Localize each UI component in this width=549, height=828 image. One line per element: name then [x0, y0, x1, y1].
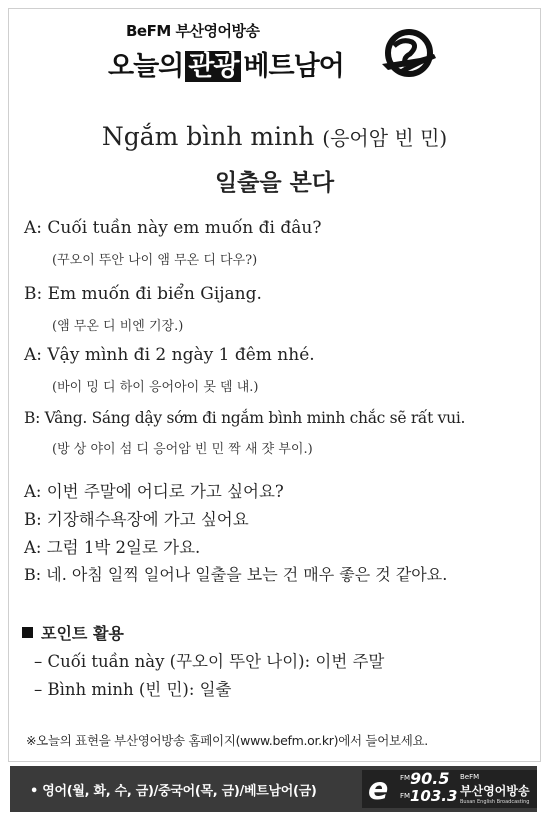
translation-line: B: 네. 아침 일찍 일어나 일출을 보는 건 매우 좋은 것 같아요.	[24, 565, 448, 584]
point-item: – Cuối tuần này (꾸오이 뚜안 나이): 이번 주말	[34, 652, 385, 671]
dialogue-pronunciation: (꾸오이 뚜안 나이 앰 무온 디 다우?)	[52, 253, 258, 268]
dialogue-pronunciation: (바이 밍 디 하이 응어아이 못 뎀 냬.)	[52, 380, 259, 395]
website-notice: ※오늘의 표현을 부산영어방송 홈페이지(www.befm.or.kr)에서 들어보세요.	[26, 733, 428, 748]
brand-title-pre: 오늘의	[108, 51, 184, 82]
logo-fm-label: FM	[400, 774, 411, 782]
dialogue-line: B: Vâng. Sáng dậy sớm đi ngắm bình minh chắc sẽ rất vui.	[24, 409, 466, 427]
dialogue-pronunciation: (방 상 야이 섬 디 응어암 빈 민 짝 새 쟛 부이.)	[52, 442, 313, 457]
lesson-title-korean: 일출을 본다	[214, 170, 335, 196]
brand-title-boxed: 관광	[185, 51, 241, 82]
lesson-title-pronunciation: (응어암 빈 민)	[322, 126, 448, 150]
brand-title-post: 베트남어	[243, 51, 344, 82]
lesson-title	[0, 122, 549, 151]
logo-station-name: 부산영어방송	[460, 784, 530, 798]
dialogue-line: B: Em muốn đi biển Gijang.	[24, 284, 262, 304]
translation-line: A: 이번 주말에 어디로 가고 싶어요?	[24, 482, 284, 501]
brand-subtitle: BeFM 부산영어방송	[126, 22, 260, 40]
broadcast-schedule: • 영어(월, 화, 수, 금)/중국어(목, 금)/베트남어(금)	[30, 784, 317, 799]
footer-bar	[10, 766, 537, 812]
lesson-title-vietnamese: Ngắm bình minh	[101, 122, 315, 151]
point-item: – Bình minh (빈 민): 일출	[34, 680, 232, 699]
dialogue-pronunciation: (앰 무온 디 비엔 기장.)	[52, 319, 184, 334]
logo-befm-label: BeFM	[460, 773, 480, 781]
logo-e-mark-icon: e	[368, 772, 389, 807]
dialogue-line: A: Cuối tuần này em muốn đi đâu?	[24, 218, 322, 238]
logo-frequency: 103.3	[410, 787, 458, 805]
logo-station-subtitle: Busan English Broadcasting	[460, 799, 530, 805]
logo-frequency: 90.5	[410, 769, 450, 788]
points-heading	[22, 621, 124, 644]
square-bullet-icon	[22, 627, 33, 638]
logo-fm-label: FM	[400, 792, 411, 800]
befm-logo	[362, 770, 537, 808]
translation-line: B: 기장해수욕장에 가고 싶어요	[24, 510, 249, 529]
dialogue-line: A: Vậy mình đi 2 ngày 1 đêm nhé.	[24, 345, 315, 365]
brand-title	[108, 44, 344, 83]
globe-plane-icon	[380, 24, 438, 82]
points-heading-label: 포인트 활용	[41, 624, 124, 643]
translation-line: A: 그럼 1박 2일로 가요.	[24, 538, 201, 557]
